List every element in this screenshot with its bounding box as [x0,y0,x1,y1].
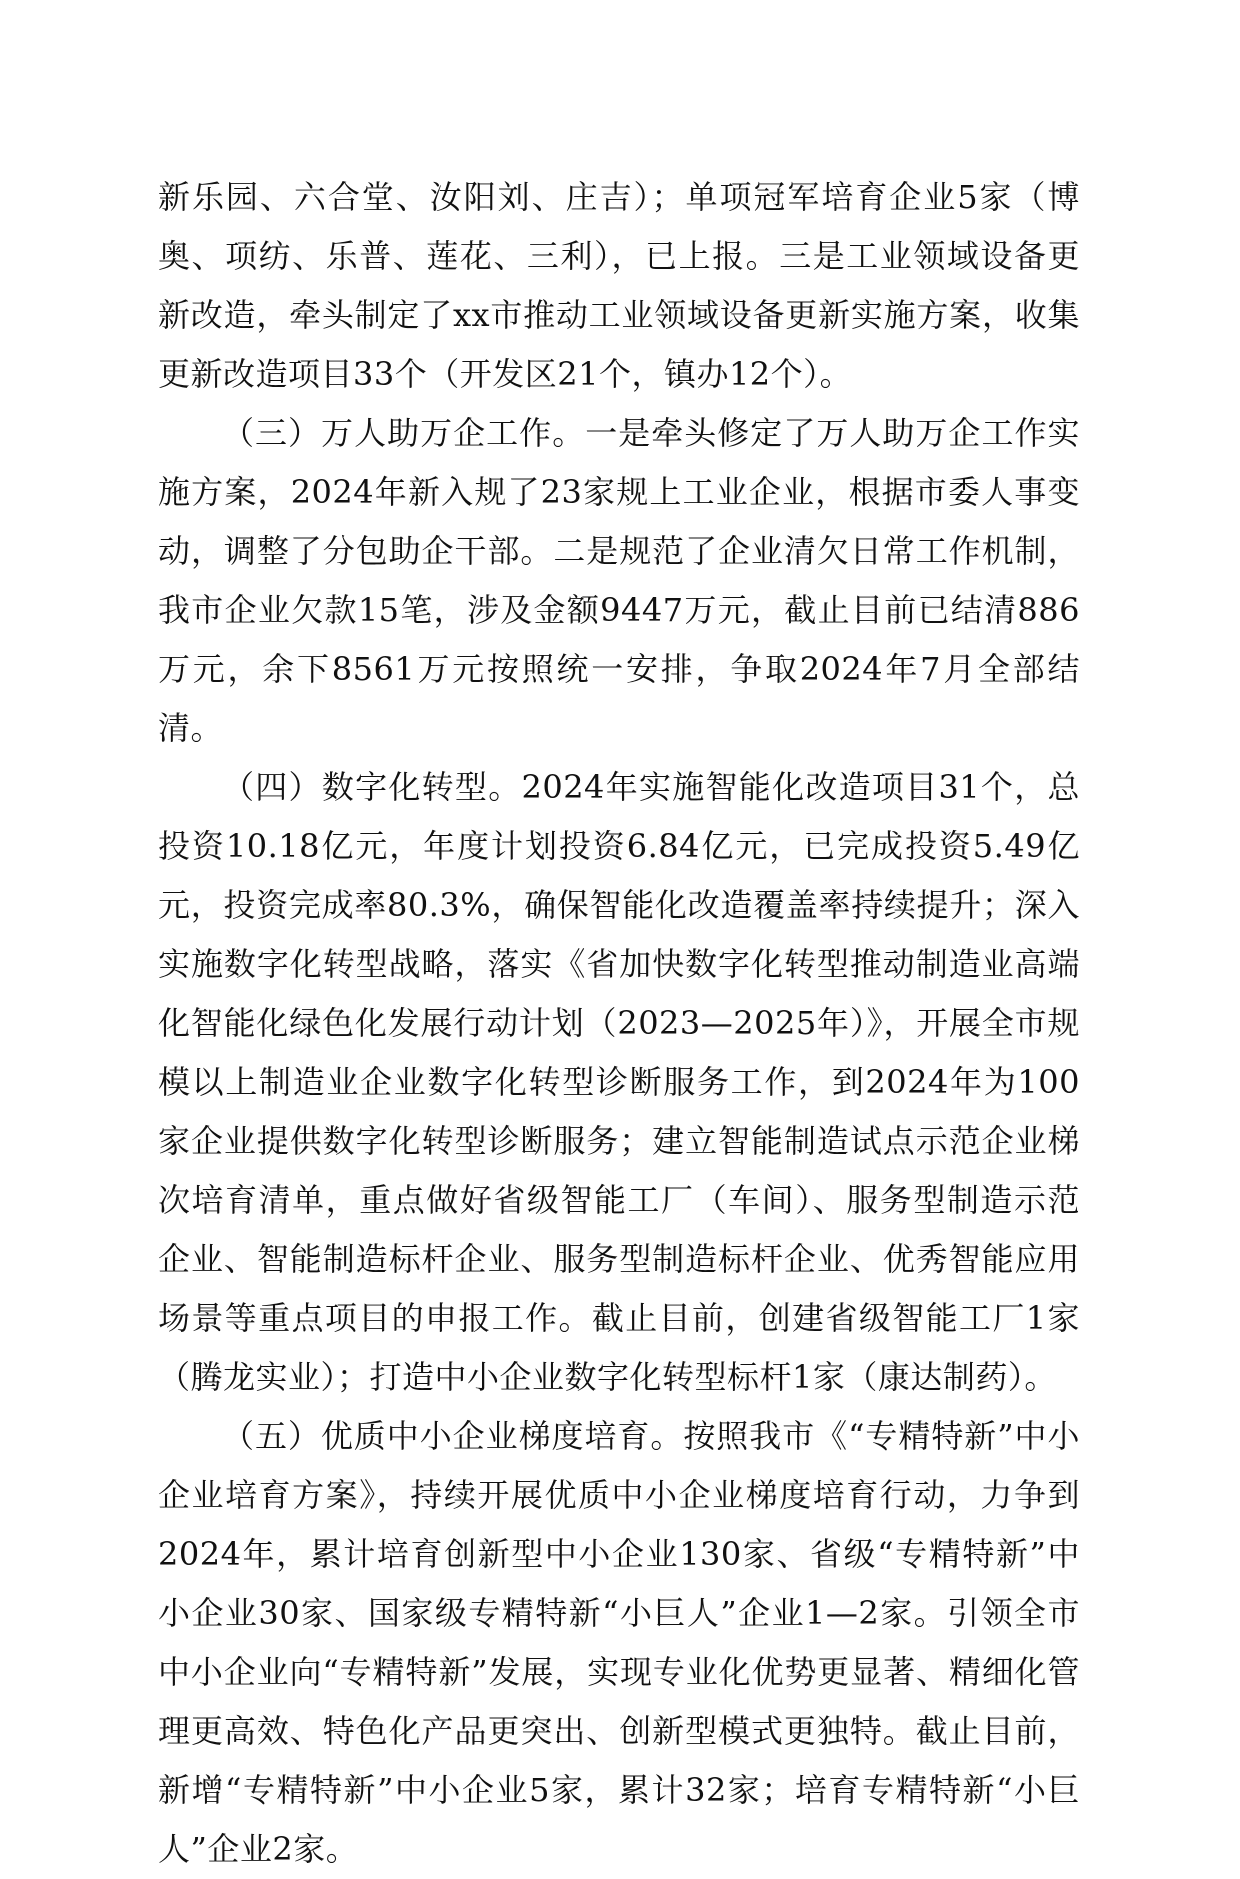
paragraph-section-4: （四）数字化转型。2024年实施智能化改造项目31个，总投资10.18亿元，年度计划投资6.84亿元，已完成投资5.49亿元，投资完成率80.3%，确保智能化改造覆盖率持续提升；深入实施数字化转型战略，落实《省加快数字化转型推动制造业高端化智能化绿色化发展行动计划（2023—2025年）》，开展全市规模以上制造业企业数字化转型诊断服务工作，到2024年为100家企业提供数字化转型诊断服务；建立智能制造试点示范企业梯次培育清单，重点做好省级智能工厂（车间）、服务型制造示范企业、智能制造标杆企业、服务型制造标杆企业、优秀智能应用场景等重点项目的申报工作。截止目前，创建省级智能工厂1家（腾龙实业）；打造中小企业数字化转型标杆1家（康达制药）。 [158,768,1080,1396]
paragraph-section-5: （五）优质中小企业梯度培育。按照我市《“专精特新”中小企业培育方案》，持续开展优质中小企业梯度培育行动，力争到2024年，累计培育创新型中小企业130家、省级“专精特新”中小企业30家、国家级专精特新“小巨人”企业1—2家。引领全市中小企业向“专精特新”发展，实现专业化优势更显著、精细化管理更高效、特色化产品更突出、创新型模式更独特。截止目前，新增“专精特新”中小企业5家，累计32家；培育专精特新“小巨人”企业2家。 [158,1417,1080,1868]
paragraph-section-3: （三）万人助万企工作。一是牵头修定了万人助万企工作实施方案，2024年新入规了23家规上工业企业，根据市委人事变动，调整了分包助企干部。二是规范了企业清欠日常工作机制，我市企业欠款15笔，涉及金额9447万元，截止目前已结清886万元，余下8561万元按照统一安排，争取2024年7月全部结清。 [158,414,1080,747]
paragraph-continuation: 新乐园、六合堂、汝阳刘、庄吉）；单项冠军培育企业5家（博奥、项纺、乐普、莲花、三利），已上报。三是工业领域设备更新改造，牵头制定了xx市推动工业领域设备更新实施方案，收集更新改造项目33个（开发区21个，镇办12个）。 [158,178,1080,393]
document-body [158,168,1080,1879]
